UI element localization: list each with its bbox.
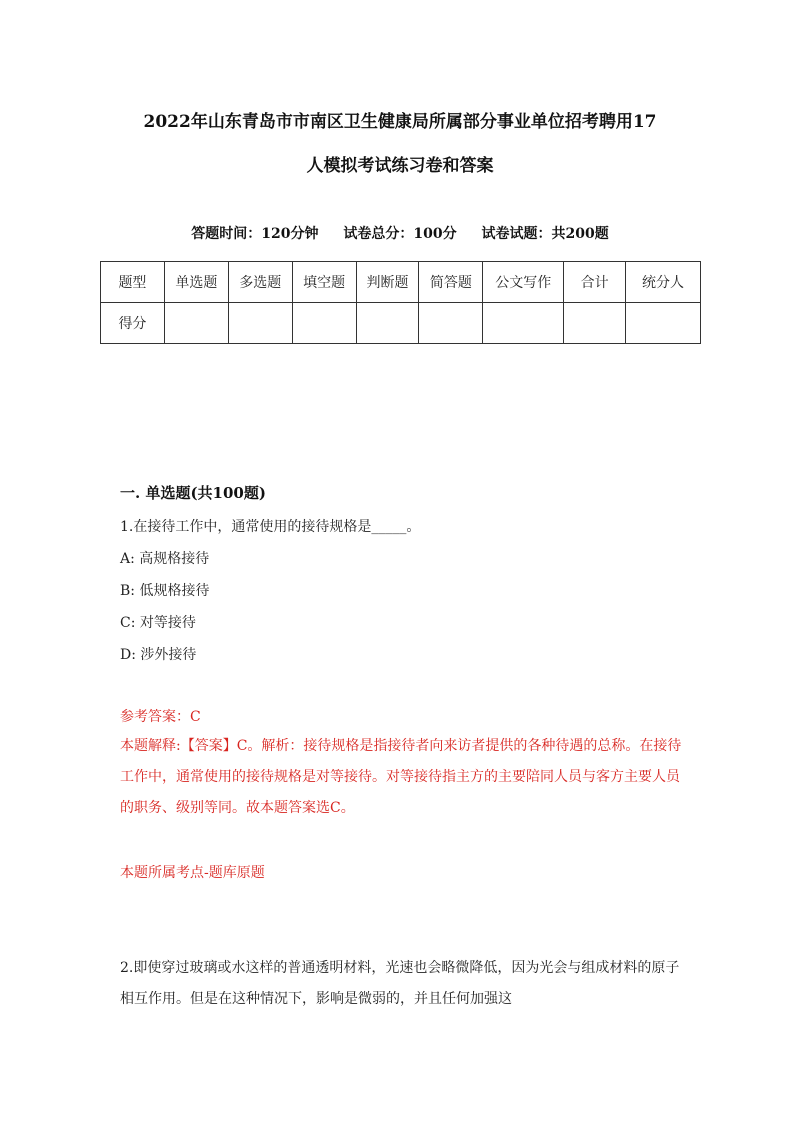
question-1-option-c: C: 对等接待 — [120, 615, 196, 631]
section-title: 一. 单选题(共100题) — [120, 484, 266, 502]
score-header-cell: 单选题 — [164, 262, 228, 303]
exam-time: 答题时间：120分钟 — [191, 226, 319, 242]
question-2-stem: 2.即使穿过玻璃或水这样的普通透明材料，光速也会略微降低，因为光会与组成材料的原子相互作用。但是在这种情况下，影响是微弱的，并且任何加强这 — [120, 960, 680, 1007]
title-line-2: 人模拟考试练习卷和答案 — [306, 156, 494, 176]
score-header-cell: 合计 — [564, 262, 626, 303]
exam-question-count: 试卷试题：共200题 — [481, 226, 609, 242]
score-header-cell: 简答题 — [419, 262, 483, 303]
document-title — [100, 100, 700, 188]
score-table-score-row — [101, 303, 701, 344]
score-cell — [564, 303, 626, 344]
score-header-cell: 题型 — [101, 262, 165, 303]
question-1-answer: 参考答案：C — [120, 709, 201, 725]
score-cell — [292, 303, 356, 344]
score-row-label: 得分 — [101, 303, 165, 344]
exam-meta — [100, 223, 700, 243]
score-header-cell: 统分人 — [626, 262, 701, 303]
score-header-cell: 判断题 — [356, 262, 419, 303]
question-1-option-a: A: 高规格接待 — [120, 551, 210, 567]
score-table — [100, 261, 701, 344]
score-header-cell: 填空题 — [292, 262, 356, 303]
title-line-1: 2022年山东青岛市市南区卫生健康局所属部分事业单位招考聘用17 — [143, 112, 657, 132]
score-cell — [626, 303, 701, 344]
question-1-source: 本题所属考点-题库原题 — [120, 865, 265, 881]
question-1-stem: 1.在接待工作中，通常使用的接待规格是_____。 — [120, 519, 421, 535]
score-header-cell: 多选题 — [228, 262, 292, 303]
question-1-option-d: D: 涉外接待 — [120, 647, 197, 663]
score-cell — [483, 303, 564, 344]
score-cell — [164, 303, 228, 344]
question-1-option-b: B: 低规格接待 — [120, 583, 210, 599]
score-cell — [419, 303, 483, 344]
score-cell — [356, 303, 419, 344]
score-table-header-row — [101, 262, 701, 303]
exam-total-score: 试卷总分：100分 — [343, 226, 457, 242]
score-cell — [228, 303, 292, 344]
question-1-explanation: 本题解释:【答案】C。解析：接待规格是指接待者向来访者提供的各种待遇的总称。在接待工作中，通常使用的接待规格是对等接待。对等接待指主方的主要陪同人员与客方主要人员的职务、级别等同。故本题答案选C。 — [120, 738, 682, 816]
score-header-cell: 公文写作 — [483, 262, 564, 303]
